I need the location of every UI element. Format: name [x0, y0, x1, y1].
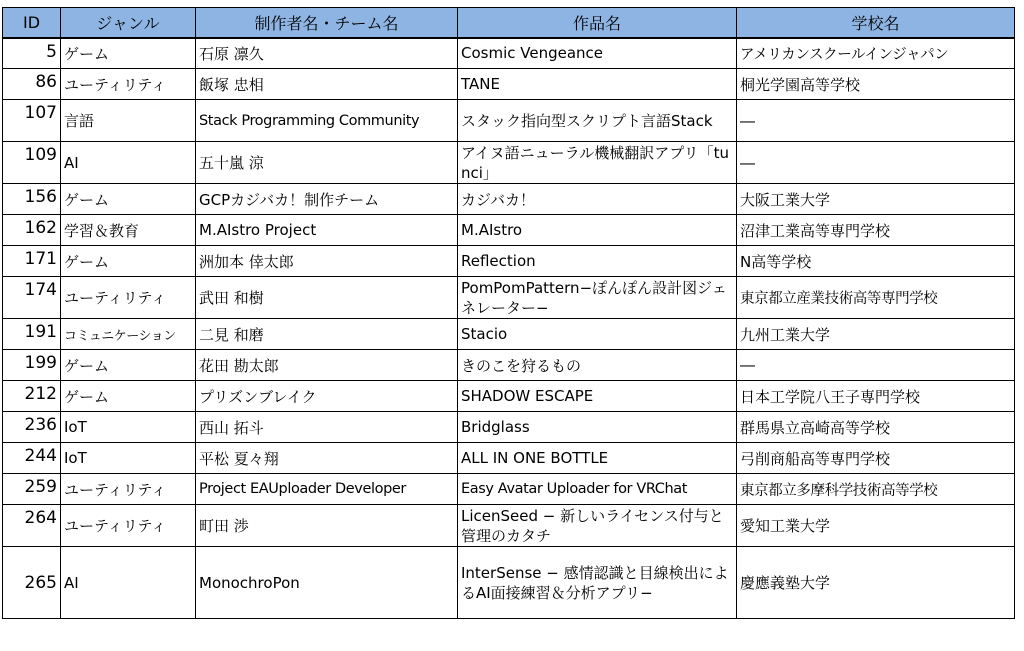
cell-id: 264: [3, 505, 61, 547]
cell-creator: M.AIstro Project: [196, 215, 458, 246]
cell-creator: Project EAUploader Developer: [196, 474, 458, 505]
cell-id: 171: [3, 246, 61, 277]
cell-creator: 花田 勘太郎: [196, 350, 458, 381]
header-row: [3, 8, 1015, 38]
cell-creator: 五十嵐 涼: [196, 142, 458, 184]
cell-work: アイヌ語ニューラル機械翻訳アプリ「tunci」: [458, 142, 737, 184]
table-row: [3, 443, 1015, 474]
header-school: 学校名: [737, 8, 1015, 38]
cell-creator: 洲加本 倖太郎: [196, 246, 458, 277]
cell-creator: Stack Programming Community: [196, 100, 458, 142]
header-work: 作品名: [458, 8, 737, 38]
cell-school: ―: [737, 142, 1015, 184]
cell-genre: ゲーム: [61, 381, 196, 412]
cell-genre: ユーティリティ: [61, 505, 196, 547]
cell-creator: 平松 夏々翔: [196, 443, 458, 474]
table-row: [3, 246, 1015, 277]
table-row: [3, 100, 1015, 142]
cell-id: 107: [3, 100, 61, 142]
cell-school: 愛知工業大学: [737, 505, 1015, 547]
header-creator: 制作者名・チーム名: [196, 8, 458, 38]
header-id: ID: [3, 8, 61, 38]
table-row: [3, 215, 1015, 246]
header-genre: ジャンル: [61, 8, 196, 38]
cell-school: 九州工業大学: [737, 319, 1015, 350]
cell-id: 174: [3, 277, 61, 319]
cell-work: PomPomPattern−ぽんぽん設計図ジェネレーター−: [458, 277, 737, 319]
cell-school: アメリカンスクールインジャパン: [737, 38, 1015, 69]
cell-id: 244: [3, 443, 61, 474]
table-row: [3, 142, 1015, 184]
cell-genre: コミュニケーション: [61, 319, 196, 350]
cell-genre: AI: [61, 142, 196, 184]
table-row: [3, 505, 1015, 547]
cell-genre: 言語: [61, 100, 196, 142]
cell-id: 259: [3, 474, 61, 505]
cell-genre: ゲーム: [61, 184, 196, 215]
cell-id: 86: [3, 69, 61, 100]
cell-work: スタック指向型スクリプト言語Stack: [458, 100, 737, 142]
cell-creator: 二見 和磨: [196, 319, 458, 350]
cell-creator: 町田 渉: [196, 505, 458, 547]
cell-id: 191: [3, 319, 61, 350]
cell-work: LicenSeed − 新しいライセンス付与と管理のカタチ: [458, 505, 737, 547]
cell-id: 236: [3, 412, 61, 443]
cell-genre: ゲーム: [61, 246, 196, 277]
table-row: [3, 350, 1015, 381]
cell-work: M.AIstro: [458, 215, 737, 246]
cell-work: きのこを狩るもの: [458, 350, 737, 381]
cell-id: 212: [3, 381, 61, 412]
cell-id: 199: [3, 350, 61, 381]
cell-school: 群馬県立高崎高等学校: [737, 412, 1015, 443]
cell-school: 東京都立産業技術高等専門学校: [737, 277, 1015, 319]
cell-creator: 石原 凛久: [196, 38, 458, 69]
table-row: [3, 412, 1015, 443]
table-row: [3, 547, 1015, 619]
cell-work: Reflection: [458, 246, 737, 277]
table-row: [3, 69, 1015, 100]
cell-work: Cosmic Vengeance: [458, 38, 737, 69]
cell-work: ALL IN ONE BOTTLE: [458, 443, 737, 474]
cell-creator: GCPカジバカ！制作チーム: [196, 184, 458, 215]
cell-id: 109: [3, 142, 61, 184]
cell-work: TANE: [458, 69, 737, 100]
cell-school: 沼津工業高等専門学校: [737, 215, 1015, 246]
cell-id: 162: [3, 215, 61, 246]
cell-work: カジバカ！: [458, 184, 737, 215]
cell-work: InterSense − 感情認識と目線検出によるAI面接練習＆分析アプリ−: [458, 547, 737, 619]
cell-genre: ゲーム: [61, 38, 196, 69]
table-row: [3, 474, 1015, 505]
table-row: [3, 381, 1015, 412]
cell-genre: ユーティリティ: [61, 474, 196, 505]
cell-work: SHADOW ESCAPE: [458, 381, 737, 412]
cell-creator: 武田 和樹: [196, 277, 458, 319]
cell-school: 東京都立多摩科学技術高等学校: [737, 474, 1015, 505]
cell-school: 大阪工業大学: [737, 184, 1015, 215]
cell-genre: IoT: [61, 443, 196, 474]
cell-school: ―: [737, 100, 1015, 142]
table-row: [3, 277, 1015, 319]
cell-school: 桐光学園高等学校: [737, 69, 1015, 100]
cell-school: 慶應義塾大学: [737, 547, 1015, 619]
cell-school: 日本工学院八王子専門学校: [737, 381, 1015, 412]
cell-genre: ゲーム: [61, 350, 196, 381]
table-row: [3, 319, 1015, 350]
cell-id: 265: [3, 547, 61, 619]
cell-genre: ユーティリティ: [61, 277, 196, 319]
entries-table: [2, 7, 1015, 619]
cell-genre: IoT: [61, 412, 196, 443]
cell-id: 5: [3, 38, 61, 69]
cell-creator: MonochroPon: [196, 547, 458, 619]
cell-creator: 西山 拓斗: [196, 412, 458, 443]
cell-genre: ユーティリティ: [61, 69, 196, 100]
cell-school: N高等学校: [737, 246, 1015, 277]
cell-id: 156: [3, 184, 61, 215]
cell-genre: AI: [61, 547, 196, 619]
cell-work: Stacio: [458, 319, 737, 350]
table-row: [3, 38, 1015, 69]
cell-genre: 学習＆教育: [61, 215, 196, 246]
cell-creator: 飯塚 忠相: [196, 69, 458, 100]
cell-work: Easy Avatar Uploader for VRChat: [458, 474, 737, 505]
cell-creator: プリズンブレイク: [196, 381, 458, 412]
table-row: [3, 184, 1015, 215]
cell-work: Bridglass: [458, 412, 737, 443]
cell-school: ―: [737, 350, 1015, 381]
cell-school: 弓削商船高等専門学校: [737, 443, 1015, 474]
